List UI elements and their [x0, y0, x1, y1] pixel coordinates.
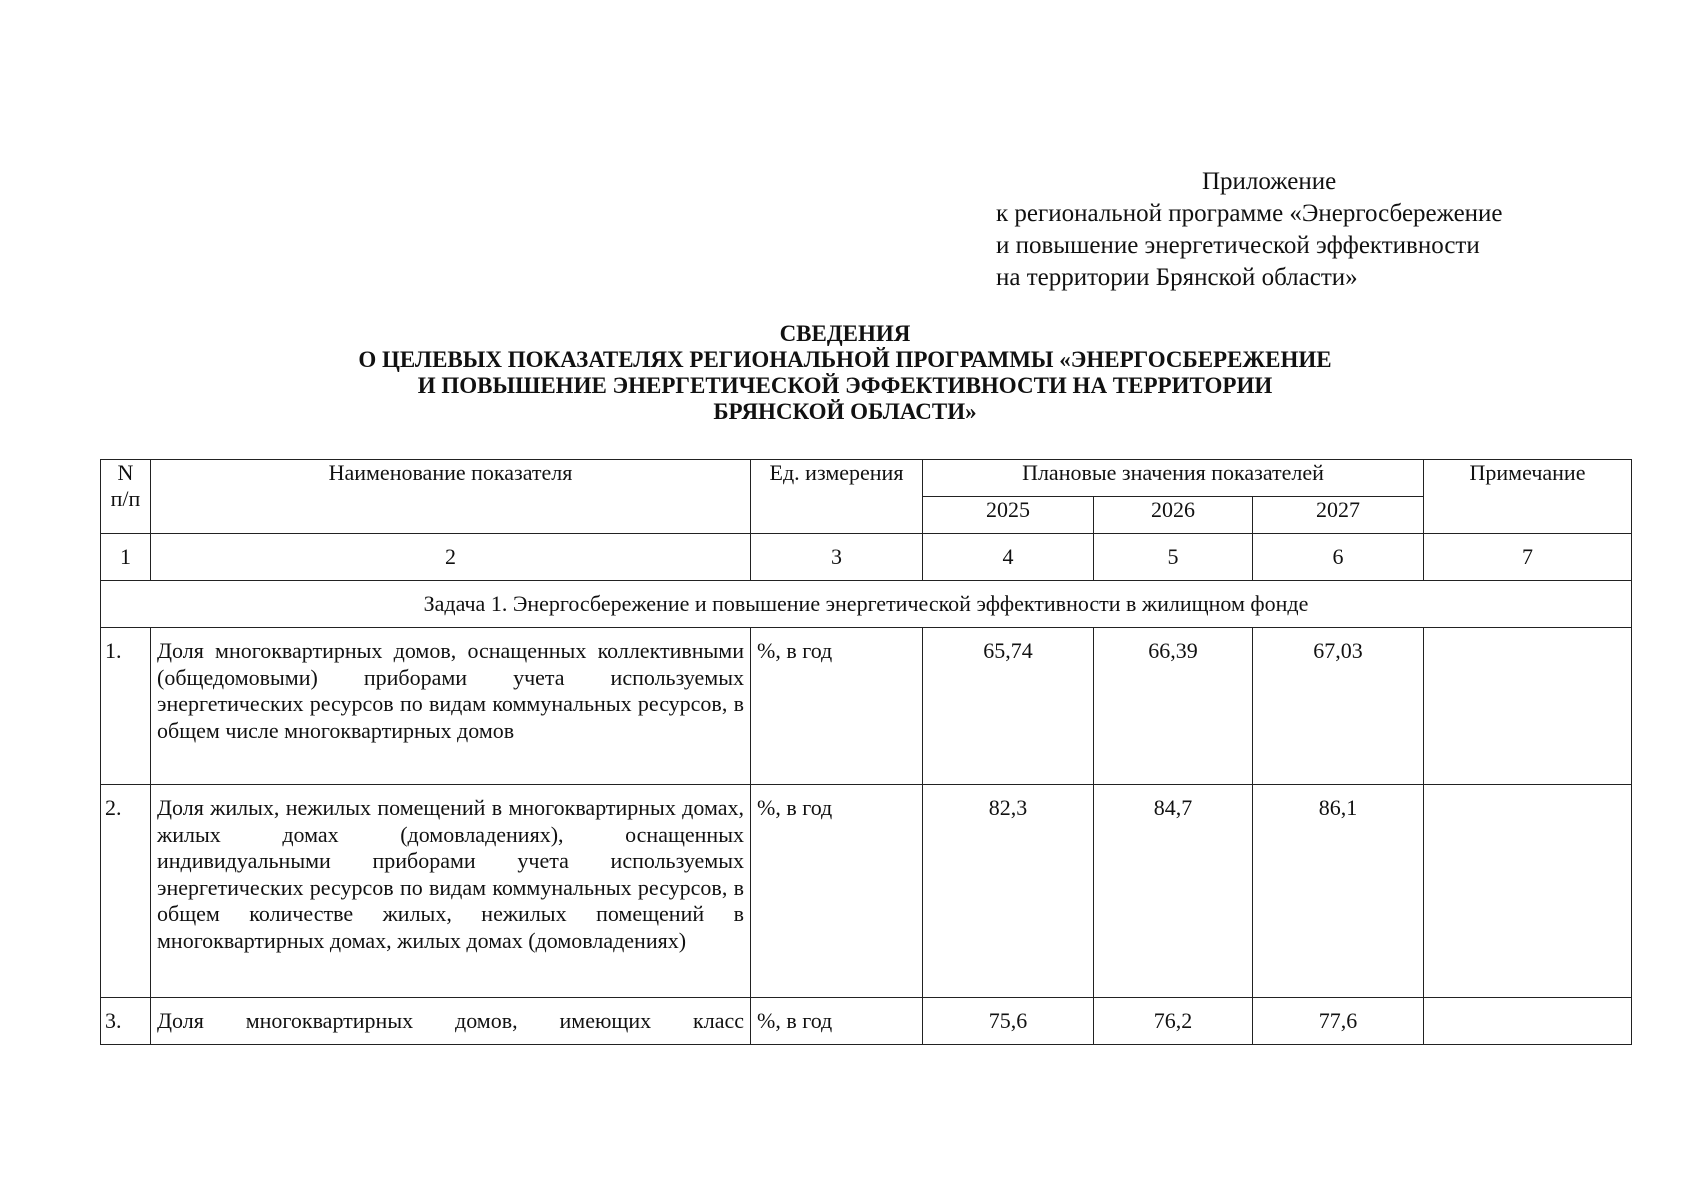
row-value-2025: 65,74 [923, 628, 1094, 785]
column-number: 3 [751, 534, 923, 581]
table-row [101, 998, 1632, 1045]
document-title [100, 321, 1590, 425]
header-number-line1: N [117, 460, 134, 485]
column-number: 1 [101, 534, 151, 581]
header-year-2026: 2026 [1094, 497, 1253, 534]
appendix-line: к региональной программе «Энергосбережение [996, 200, 1503, 227]
header-number-line2: п/п [110, 486, 141, 511]
header-note-cell: Примечание [1424, 460, 1632, 534]
column-number: 4 [923, 534, 1094, 581]
title-line: БРЯНСКОЙ ОБЛАСТИ» [713, 399, 977, 424]
row-value-2026: 84,7 [1094, 785, 1253, 998]
row-value-2025: 82,3 [923, 785, 1094, 998]
row-indicator-name: Доля многоквартирных домов, имеющих класс [151, 998, 751, 1045]
row-number: 3. [101, 998, 151, 1045]
title-line: СВЕДЕНИЯ [779, 321, 911, 346]
row-unit: %, в год [751, 998, 923, 1045]
row-value-2027: 77,6 [1253, 998, 1424, 1045]
row-note [1424, 628, 1632, 785]
row-number: 1. [101, 628, 151, 785]
header-planned-cell: Плановые значения показателей [923, 460, 1424, 497]
indicators-table [100, 459, 1632, 1045]
appendix-line: и повышение энергетической эффективности [996, 232, 1480, 259]
row-value-2027: 67,03 [1253, 628, 1424, 785]
column-number: 6 [1253, 534, 1424, 581]
table-row [101, 785, 1632, 998]
header-year-2025: 2025 [923, 497, 1094, 534]
row-unit: %, в год [751, 628, 923, 785]
header-name-cell: Наименование показателя [151, 460, 751, 534]
table-row [101, 628, 1632, 785]
row-value-2027: 86,1 [1253, 785, 1424, 998]
column-number: 2 [151, 534, 751, 581]
row-value-2025: 75,6 [923, 998, 1094, 1045]
row-value-2026: 76,2 [1094, 998, 1253, 1045]
row-indicator-name: Доля многоквартирных домов, оснащенных коллективными (общедомовыми) приборами учета используемых энергетических ресурсов по видам коммунальных ресурсов, в общем числе многоквартирных домов [151, 628, 751, 785]
appendix-heading: Приложение [1202, 168, 1337, 195]
task-title: Задача 1. Энергосбережение и повышение энергетической эффективности в жилищном фонде [101, 581, 1632, 628]
row-note [1424, 785, 1632, 998]
header-number-cell [101, 460, 151, 534]
row-note [1424, 998, 1632, 1045]
task-row [101, 581, 1632, 628]
title-line: И ПОВЫШЕНИЕ ЭНЕРГЕТИЧЕСКОЙ ЭФФЕКТИВНОСТИ НА ТЕРРИТОРИИ [417, 373, 1273, 398]
column-number: 7 [1424, 534, 1632, 581]
header-year-2027: 2027 [1253, 497, 1424, 534]
column-numbers-row [101, 534, 1632, 581]
header-unit-cell: Ед. измерения [751, 460, 923, 534]
appendix-block [996, 166, 1503, 294]
appendix-line: на территории Брянской области» [996, 264, 1358, 291]
header-row [101, 460, 1632, 497]
column-number: 5 [1094, 534, 1253, 581]
row-number: 2. [101, 785, 151, 998]
row-indicator-name: Доля жилых, нежилых помещений в многоквартирных домах, жилых домах (домовладениях), оснащенных индивидуальными приборами учета используемых энергетических ресурсов по видам коммунальных ресурсов, в общем количестве жилых, нежилых помещений в многоквартирных домах, жилых домах (домовладениях) [151, 785, 751, 998]
row-value-2026: 66,39 [1094, 628, 1253, 785]
title-line: О ЦЕЛЕВЫХ ПОКАЗАТЕЛЯХ РЕГИОНАЛЬНОЙ ПРОГРАММЫ «ЭНЕРГОСБЕРЕЖЕНИЕ [358, 347, 1332, 372]
row-unit: %, в год [751, 785, 923, 998]
